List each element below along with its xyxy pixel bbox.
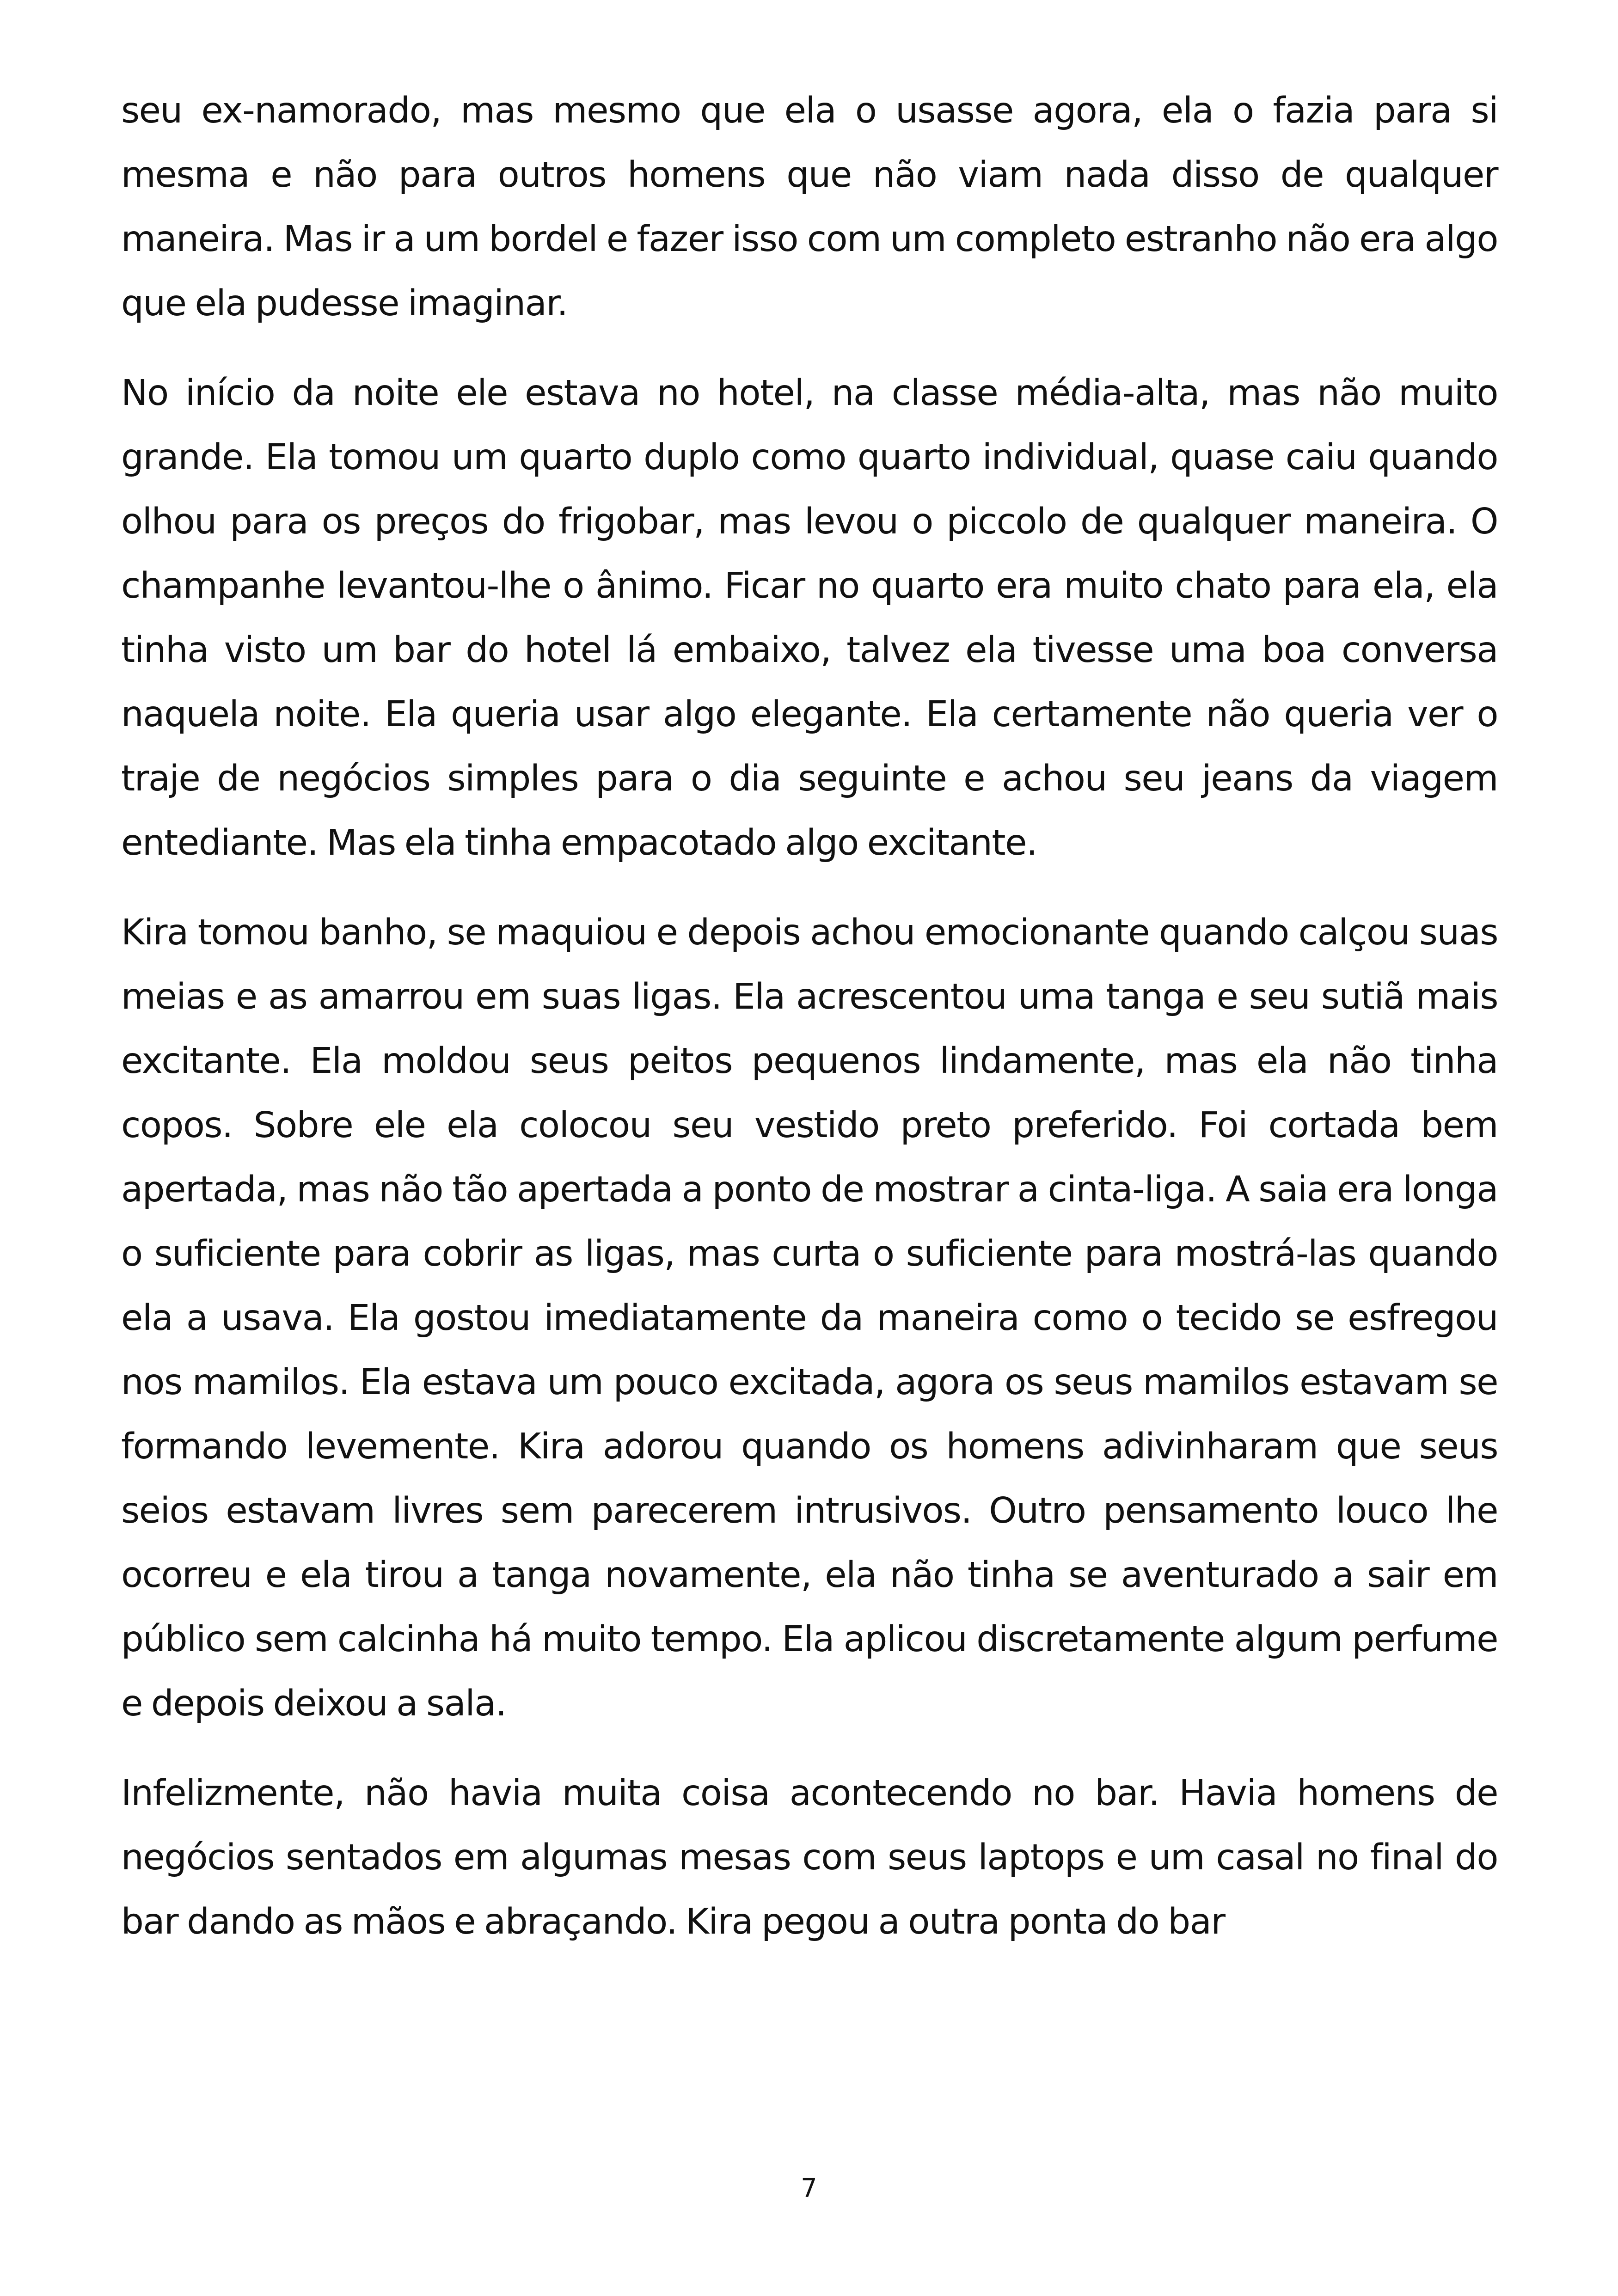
paragraph-4: Infelizmente, não havia muita coisa acontecendo no bar. Havia homens de negócios sentados em algumas mesas com seus laptops e um casal no final do bar dando as mãos e abraçando. Kira pegou a outra ponta do bar [121, 1773, 1498, 1942]
paragraph-3: Kira tomou banho, se maquiou e depois achou emocionante quando calçou suas meias e as amarrou em suas ligas. Ela acrescentou uma tanga e seu sutiã mais excitante. Ela moldou seus peitos pequenos lindamente, mas ela não tinha copos. Sobre ele ela colocou seu vestido preto preferido. Foi cortada bem apertada, mas não tão apertada a ponto de mostrar a cinta-liga. A saia era longa o suficiente para cobrir as ligas, mas curta o suficiente para mostrá-las quando ela a usava. Ela gostou imediatamente da maneira como o tecido se esfregou nos mamilos. Ela estava um pouco excitada, agora os seus mamilos estavam se formando levemente. Kira adorou quando os homens adivinharam que seus seios estavam livres sem parecerem intrusivos. Outro pensamento louco lhe ocorreu e ela tirou a tanga novamente, ela não tinha se aventurado a sair em público sem calcinha há muito tempo. Ela aplicou discretamente algum perfume e depois deixou a sala. [121, 912, 1498, 1724]
page-number: 7 [801, 2174, 817, 2204]
paragraph-1: seu ex-namorado, mas mesmo que ela o usasse agora, ela o fazia para si mesma e não para outros homens que não viam nada disso de qualquer maneira. Mas ir a um bordel e fazer isso com um completo estranho não era algo que ela pudesse imaginar. [121, 90, 1498, 324]
body-text [121, 79, 1498, 1954]
paragraph-2: No início da noite ele estava no hotel, na classe média-alta, mas não muito grande. Ela tomou um quarto duplo como quarto individual, quase caiu quando olhou para os preços do frigobar, mas levou o piccolo de qualquer maneira. O champanhe levantou-lhe o ânimo. Ficar no quarto era muito chato para ela, ela tinha visto um bar do hotel lá embaixo, talvez ela tivesse uma boa conversa naquela noite. Ela queria usar algo elegante. Ela certamente não queria ver o traje de negócios simples para o dia seguinte e achou seu jeans da viagem entediante. Mas ela tinha empacotado algo excitante. [121, 373, 1498, 863]
